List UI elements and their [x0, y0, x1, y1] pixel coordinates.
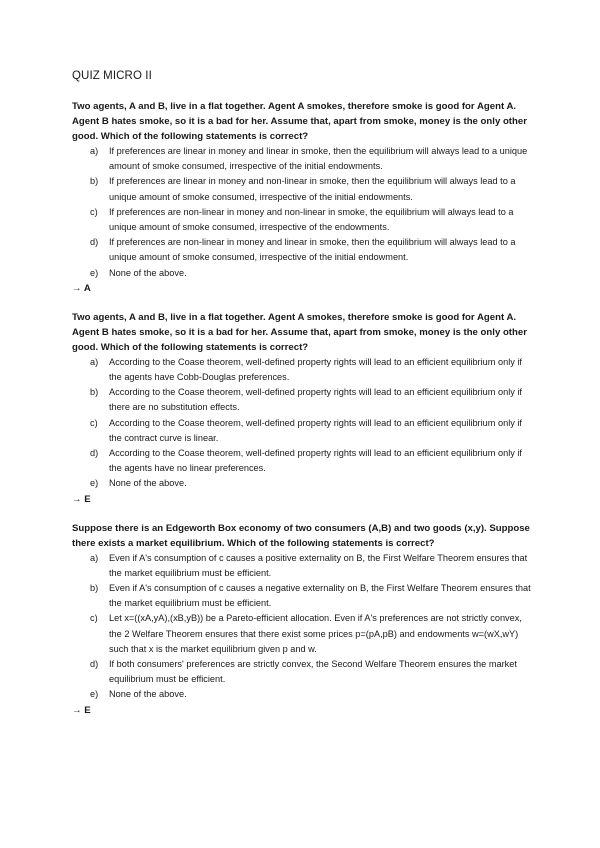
option-item — [72, 476, 532, 491]
option-letter: d) — [90, 448, 99, 459]
option-item — [72, 687, 532, 702]
option-text: Even if A's consumption of c causes a positive externality on B, the First Welfare Theorem ensures that the market equilibrium must be efficient. — [109, 552, 528, 578]
option-text: None of the above. — [109, 689, 187, 700]
option-item — [72, 174, 532, 204]
option-text: If preferences are linear in money and linear in smoke, then the equilibrium will always lead to a unique amount of smoke consumed, irrespective of the initial endowments. — [109, 146, 528, 172]
option-letter: c) — [90, 206, 98, 217]
option-text: If both consumers' preferences are strictly convex, the Second Welfare Theorem ensures the market equilibrium must be efficient. — [109, 659, 517, 685]
option-item — [72, 235, 532, 265]
option-text: Even if A's consumption of c causes a negative externality on B, the First Welfare Theorem ensures that the market equilibrium must be efficient. — [109, 583, 531, 609]
option-list — [72, 144, 532, 281]
quiz-page — [72, 70, 532, 732]
option-text: None of the above. — [109, 267, 187, 278]
option-item — [72, 355, 532, 385]
option-item — [72, 416, 532, 446]
option-text: If preferences are non-linear in money and linear in smoke, then the equilibrium will always lead to a unique amount of smoke consumed, irrespective of the initial endowment. — [109, 237, 516, 263]
option-text: If preferences are linear in money and non-linear in smoke, then the equilibrium will always lead to a unique amount of smoke consumed, irrespective of the initial endowments. — [109, 176, 516, 202]
option-item — [72, 266, 532, 281]
question-1 — [72, 99, 532, 296]
option-letter: a) — [90, 146, 99, 156]
answer-line: → A — [72, 282, 91, 294]
option-text: According to the Coase theorem, well-defined property rights will lead to an efficient equilibrium only if the agents have no linear preferences. — [109, 448, 522, 474]
option-item — [72, 144, 532, 174]
option-letter: b) — [90, 387, 99, 398]
question-3 — [72, 521, 532, 718]
option-item — [72, 385, 532, 415]
document-title: QUIZ MICRO II — [72, 70, 152, 82]
option-text: If preferences are non-linear in money and non-linear in smoke, the equilibrium will always lead to a unique amount of smoke consumed, irrespective of the endowments. — [109, 206, 514, 233]
option-text: None of the above. — [109, 478, 187, 489]
question-stem: Two agents, A and B, live in a flat together. Agent A smokes, therefore smoke is good for Agent A. Agent B hates smoke, so it is a bad for her. Assume that, apart from smoke, money is the only other good. Which of the following statements is correct? — [72, 311, 527, 353]
option-letter: c) — [90, 417, 98, 428]
option-item — [72, 446, 532, 476]
option-item — [72, 657, 532, 687]
option-item — [72, 551, 532, 581]
option-item — [72, 611, 532, 657]
option-letter: c) — [90, 613, 98, 624]
option-text: According to the Coase theorem, well-defined property rights will lead to an efficient equilibrium only if the contract curve is linear. — [109, 417, 522, 443]
option-letter: b) — [90, 176, 99, 187]
option-letter: a) — [90, 552, 99, 563]
question-2 — [72, 310, 532, 507]
option-letter: d) — [90, 237, 99, 248]
option-text: According to the Coase theorem, well-defined property rights will lead to an efficient equilibrium only if the agents have Cobb-Douglas preferences. — [109, 356, 522, 383]
option-letter: e) — [90, 689, 99, 700]
option-letter: b) — [90, 583, 99, 594]
option-letter: e) — [90, 478, 99, 489]
option-text: Let x=((xA,yA),(xB,yB)) be a Pareto-efficient allocation. Even if A's preferences are not strictly convex, the 2 Welfare Theorem ensures that there exist some prices p=(pA,pB) and endowments w=(wX,wY) such that x is the market equilibrium given p and w. — [109, 613, 522, 654]
answer-line: → E — [72, 704, 91, 716]
option-item — [72, 581, 532, 611]
question-stem: Suppose there is an Edgeworth Box economy of two consumers (A,B) and two goods (x,y). Suppose there exists a market equilibrium. Which of the following statements is correct? — [72, 522, 530, 549]
option-text: According to the Coase theorem, well-defined property rights will lead to an efficient equilibrium only if there are no substitution effects. — [109, 387, 522, 413]
option-list — [72, 551, 532, 703]
option-letter: d) — [90, 659, 99, 670]
answer-line: → E — [72, 493, 91, 505]
option-list — [72, 355, 532, 492]
option-letter: e) — [90, 267, 99, 278]
question-stem: Two agents, A and B, live in a flat together. Agent A smokes, therefore smoke is good for Agent A. Agent B hates smoke, so it is a bad for her. Assume that, apart from smoke, money is the only other good. Which of the following statements is correct? — [72, 101, 527, 142]
option-item — [72, 205, 532, 235]
option-letter: a) — [90, 356, 99, 367]
